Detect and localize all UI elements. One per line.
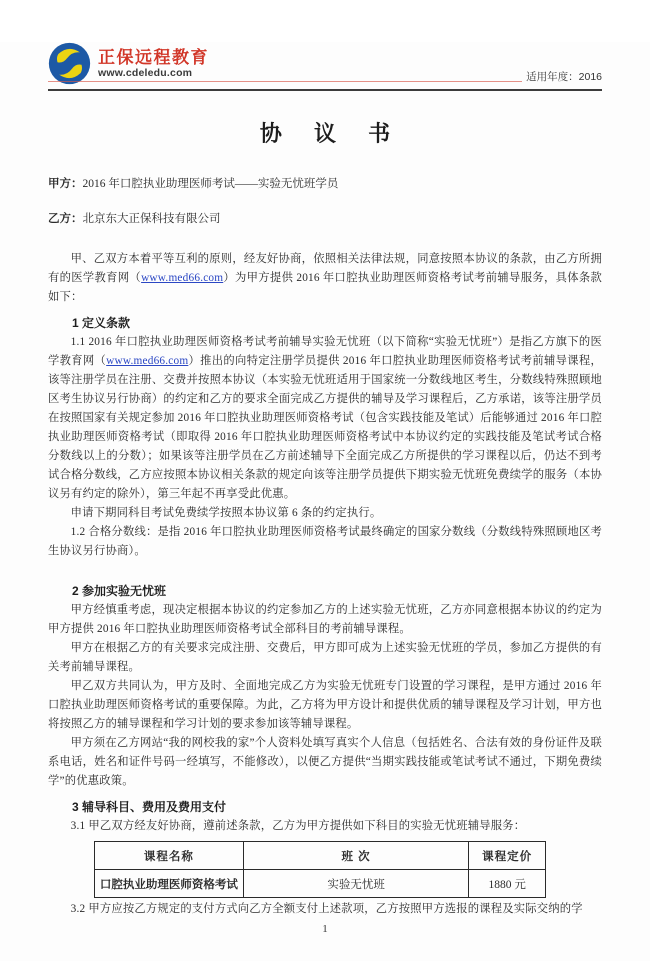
intro-paragraph — [48, 250, 602, 307]
section1-heading: 1 定义条款 — [72, 316, 131, 330]
scan-artifact-line — [48, 81, 522, 82]
cdel-swirl-icon — [48, 42, 91, 85]
party-b-line — [48, 210, 602, 229]
clause-1-1 — [48, 333, 602, 504]
header-price: 课程定价 — [469, 842, 546, 870]
applicable-year-label: 适用年度：2016 — [526, 71, 602, 83]
brand-logo — [48, 42, 209, 85]
document-page — [0, 42, 650, 961]
brand-text-block — [98, 48, 209, 80]
clause-1-2: 1.2 合格分数线：是指 2016 年口腔执业助理医师资格考试最终确定的国家分数线（分数线特殊照顾地区考生协议另行协商）。 — [48, 526, 602, 557]
med66-link[interactable]: www.med66.com — [141, 272, 224, 284]
party-b-value: 北京东大正保科技有限公司 — [82, 213, 221, 225]
course-fee-table — [94, 841, 546, 898]
party-a-line — [48, 175, 602, 194]
section2-paragraph-4: 甲方须在乙方网站“我的网校我的家”个人资料处填写真实个人信息（包括姓名、合法有效的身份证件及联系电话，姓名和证件号码一经填写，不能修改），以便乙方提供“当期实践技能或笔试考试不通过，下期免费续学”的优惠政策。 — [48, 737, 602, 787]
cell-price: 1880 元 — [469, 870, 546, 898]
party-a-value: 2016 年口腔执业助理医师考试——实验无忧班学员 — [82, 178, 339, 190]
med66-link-2[interactable]: www.med66.com — [106, 355, 189, 367]
intro-text-pre: 甲、乙双方本着平等互利的原则，经友好协商，依照相关法律法规，同意按照本协议的条款，由乙方所拥有的医学教育网（ — [48, 253, 602, 284]
header-class: 班 次 — [243, 842, 469, 870]
section2-paragraph-2: 甲方在根据乙方的有关要求完成注册、交费后，甲方即可成为上述实验无忧班的学员，参加乙方提供的有关考前辅导课程。 — [48, 642, 602, 673]
letterhead-rule — [48, 89, 602, 91]
page-number: 1 — [322, 923, 328, 935]
section2-paragraph-1: 甲方经慎重考虑，现决定根据本协议的约定参加乙方的上述实验无忧班，乙方亦同意根据本协议的约定为甲方提供 2016 年口腔执业助理医师资格考试全部科目的考前辅导课程。 — [48, 604, 602, 635]
cell-course-name: 口腔执业助理医师资格考试 — [95, 870, 244, 898]
cell-class: 实验无忧班 — [243, 870, 469, 898]
table-row — [95, 870, 546, 898]
clause-3-2: 3.2 甲方应按乙方规定的支付方式向乙方全额支付上述款项，乙方按照甲方选报的课程及实际交纳的学 — [70, 903, 583, 915]
party-a-label: 甲方： — [48, 178, 83, 190]
section3-heading: 3 辅导科目、费用及费用支付 — [72, 800, 227, 814]
document-title: 协 议 书 — [259, 121, 404, 146]
clause-3-1: 3.1 甲乙双方经友好协商，遵前述条款，乙方为甲方提供如下科目的实验无忧班辅导服务： — [70, 820, 526, 832]
party-b-label: 乙方： — [48, 213, 83, 225]
section2-paragraph-3: 甲乙双方共同认为，甲方及时、全面地完成乙方为实验无忧班专门设置的学习课程，是甲方通过 2016 年口腔执业助理医师资格考试的重要保障。为此，乙方将为甲方设计和提供优质的辅导课程及学习计划，甲方也将按照乙方的辅导课程和学习计划的要求参加该等辅导课程。 — [48, 680, 602, 730]
section2-heading: 2 参加实验无忧班 — [72, 584, 167, 598]
brand-url: www.cdeledu.com — [98, 67, 193, 80]
brand-name: 正保远程教育 — [98, 47, 209, 67]
intro-text-post: ）为甲方提供 2016 年口腔执业助理医师资格考试考前辅导服务，具体条款如下： — [48, 272, 602, 303]
header-course-name: 课程名称 — [95, 842, 244, 870]
clause-renewal: 申请下期同科目考试免费续学按照本协议第 6 条的约定执行。 — [70, 507, 382, 519]
letterhead — [48, 42, 602, 85]
clause-1-1-post: ）推出的向特定注册学员提供 2016 年口腔执业助理医师资格考试考前辅导课程，该等注册学员在注册、交费并按照本协议（本实验无忧班适用于国家统一分数线地区考生，分数线特殊照顾地区考生协议另行协商）的约定和乙方的要求全面完成乙方提供的辅导及学习课程后，乙方承诺，该等注册学员在按照国家有关规定参加 2016 年口腔执业助理医师资格考试（包含实践技能及笔试）后能够通过 2016 年口腔执业助理医师资格考试（即取得 2016 年口腔执业助理医师资格考试中本协议约定的实践技能及笔试考试合格分数线以上的分数）；如果该等注册学员在乙方前述辅导下全面完成乙方所提供的学习课程以后，仍达不到考试合格分数线，乙方应按照本协议相关条款的规定向该等注册学员提供下期实验无忧班免费续学的服务（本协议另有约定的除外），第三年起不再享受此优惠。 — [48, 355, 602, 500]
table-header-row — [95, 842, 546, 870]
clause-1-1-pre: 1.1 2016 年口腔执业助理医师资格考试考前辅导实验无忧班（以下简称“实验无忧班”）是指乙方旗下的医学教育网（ — [48, 336, 602, 367]
